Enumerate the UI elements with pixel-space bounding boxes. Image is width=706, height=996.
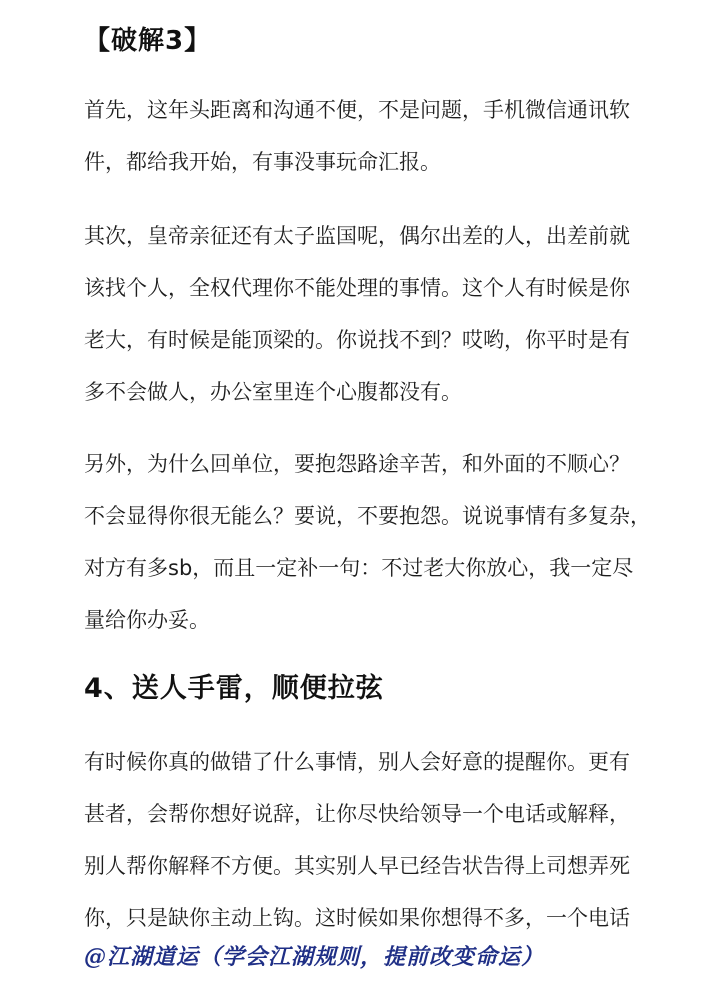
paragraph-second <box>84 210 644 418</box>
paragraph-first <box>84 84 644 188</box>
paragraph-line: 别人帮你解释不方便。其实别人早已经告状告得上司想弄死 <box>84 854 630 878</box>
section-4-heading: 4、送人手雷，顺便拉弦 <box>84 673 384 704</box>
paragraph-line: 首先，这年头距离和沟通不便，不是问题，手机微信通讯软 <box>84 98 630 122</box>
paragraph-line: 多不会做人，办公室里连个心腹都没有。 <box>84 380 462 404</box>
paragraph-line: 对方有多sb，而且一定补一句：不过老大你放心，我一定尽 <box>84 556 634 580</box>
paragraph-line: 不会显得你很无能么？要说，不要抱怨。说说事情有多复杂， <box>84 504 651 528</box>
paragraph-line: 老大，有时候是能顶梁的。你说找不到？哎哟，你平时是有 <box>84 328 630 352</box>
crack-3-heading: 【破解3】 <box>84 26 212 56</box>
paragraph-line: 有时候你真的做错了什么事情，别人会好意的提醒你。更有 <box>84 750 630 774</box>
paragraph-line: 量给你办妥。 <box>84 608 210 632</box>
watermark-caption: @江湖道运（学会江湖规则，提前改变命运） <box>84 944 545 970</box>
section-4-paragraph <box>84 736 644 944</box>
paragraph-third <box>84 438 651 646</box>
paragraph-line: 你，只是缺你主动上钩。这时候如果你想得不多，一个电话 <box>84 906 630 930</box>
paragraph-line: 该找个人，全权代理你不能处理的事情。这个人有时候是你 <box>84 276 630 300</box>
paragraph-line: 另外，为什么回单位，要抱怨路途辛苦，和外面的不顺心？ <box>84 452 630 476</box>
paragraph-line: 其次，皇帝亲征还有太子监国呢，偶尔出差的人，出差前就 <box>84 224 630 248</box>
paragraph-line: 件，都给我开始，有事没事玩命汇报。 <box>84 150 441 174</box>
paragraph-line: 甚者，会帮你想好说辞，让你尽快给领导一个电话或解释， <box>84 802 630 826</box>
